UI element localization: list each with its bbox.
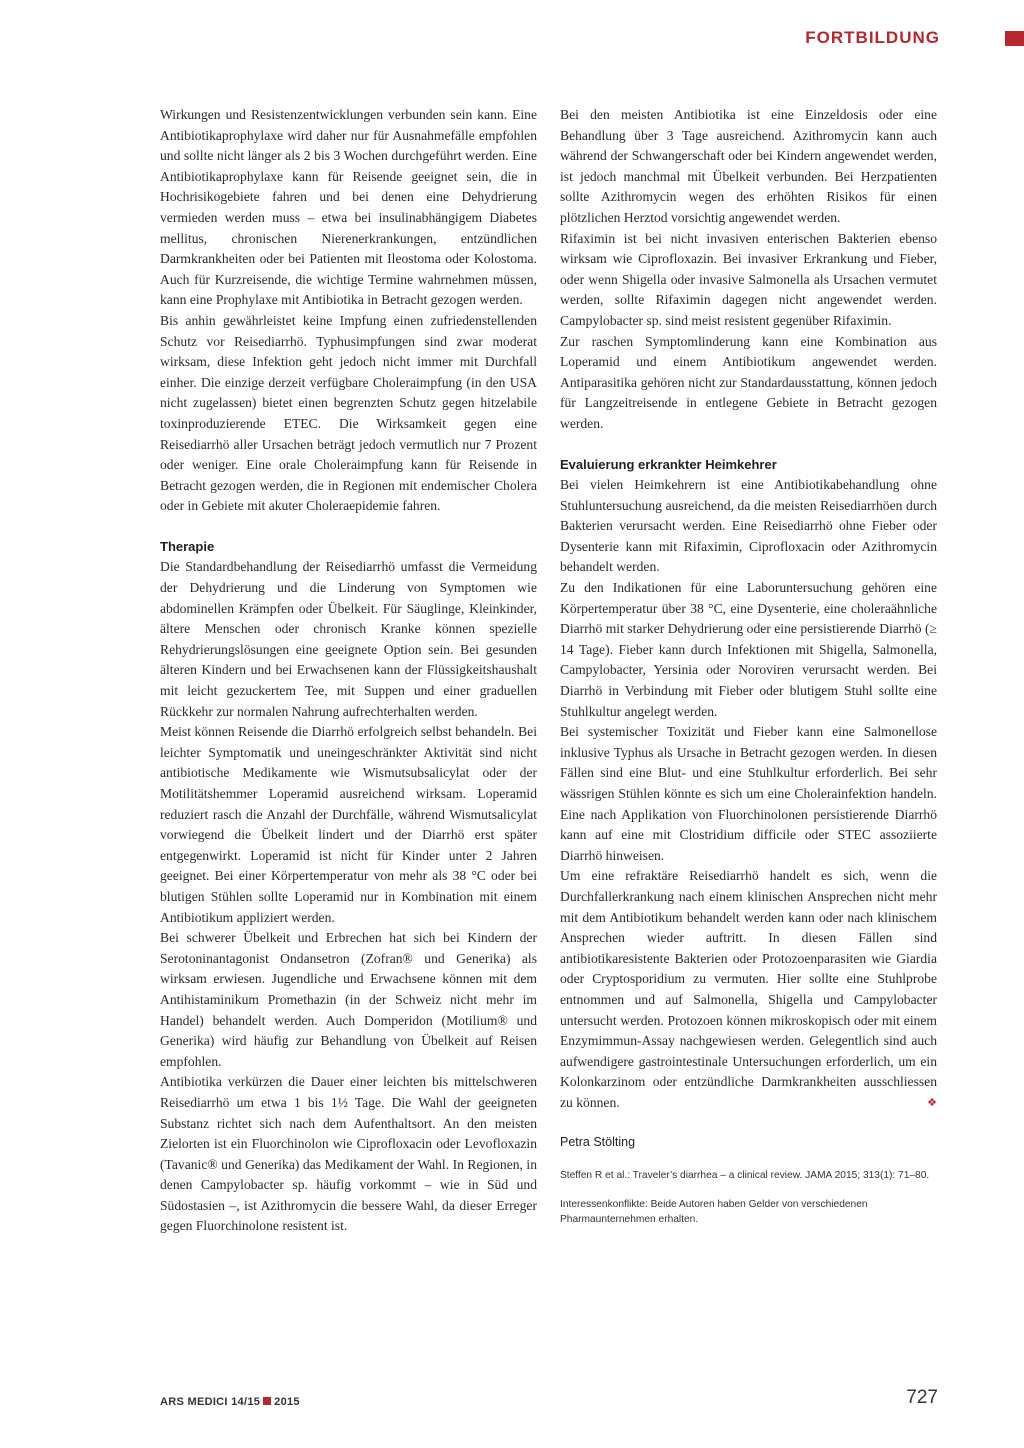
paragraph: Zu den Indikationen für eine Laboruntersuchung gehören eine Körpertemperatur über 38 °C, eine Dysenterie, eine choleraähnliche Diarrhö mit starker Dehydrierung oder eine persistierende Diarrhö (≥ 14 Tage). Fieber kann durch Infektionen mit Shigella, Salmonella, Campylobacter, Yersinia oder Noroviren verursacht werden. Bei Diarrhö in Verbindung mit Fieber oder blutigem Stuhl sollte eine Stuhlkultur angelegt werden. <box>560 580 937 719</box>
paragraph: Die Standardbehandlung der Reisediarrhö umfasst die Vermeidung der Dehydrierung und die Linderung von Symptomen wie abdominellen Krämpfen oder Übelkeit. Für Säuglinge, Kleinkinder, ältere Menschen oder chronisch Kranke können spezielle Rehydrierungslösungen eine geeignete Option sein. Bei gesunden älteren Kindern und bei Erwachsenen kann der Flüssigkeitshaushalt mit leicht gezuckertem Tee, mit Suppen und einer graduellen Rückkehr zur normalen Nahrung aufrechterhalten werden. <box>160 559 537 719</box>
section-heading-evaluierung: Evaluierung erkrankter Heimkehrer <box>560 456 777 472</box>
footer-journal <box>160 1396 300 1408</box>
paragraph: Bei den meisten Antibiotika ist eine Einzeldosis oder eine Behandlung über 3 Tage ausreichend. Azithromycin kann auch während der Schwangerschaft oder bei Kindern angewendet werden, ist jedoch manchmal mit Übelkeit verbunden. Bei Herzpatienten sollte Azithromycin wegen des erhöhten Risikos für einen plötzlichen Herztod vorsichtig angewendet werden. <box>560 107 937 225</box>
author-name: Petra Stölting <box>560 1134 636 1149</box>
paragraph: Bei vielen Heimkehrern ist eine Antibiotikabehandlung ohne Stuhluntersuchung ausreichend, da die meisten Reisediarrhöen durch Bakterien verursacht werden. Eine Reisediarrhö ohne Fieber oder Dysenterie kann mit Rifaximin, Ciprofloxacin oder Azithromycin behandelt werden. <box>560 477 937 575</box>
paragraph: Bei schwerer Übelkeit und Erbrechen hat sich bei Kindern der Serotoninantagonist Ondansetron (Zofran® und Generika) als wirksam erwiesen. Jugendliche und Erwachsene können mit dem Antihistaminikum Promethazin (in der Schweiz nicht mehr im Handel) behandelt werden. Auch Domperidon (Motilium® und Generika) wird häufig zur Behandlung von Übelkeit auf Reisen empfohlen. <box>160 930 537 1069</box>
paragraph: Zur raschen Symptomlinderung kann eine Kombination aus Loperamid und einem Antibiotikum angewendet werden. Antiparasitika gehören nicht zur Standardausstattung, können jedoch für Langzeitreisende in entlegene Gebiete in Betracht gezogen werden. <box>560 333 937 431</box>
section-color-marker <box>1005 31 1024 46</box>
paragraph: Rifaximin ist bei nicht invasiven enterischen Bakterien ebenso wirksam wie Ciprofloxazin. Bei invasiver Erkrankung und Fieber, oder wenn Shigella oder invasive Salmonella als Ursachen vermutet werden, sollte Rifaximin dagegen nicht angewendet werden. Campylobacter sp. sind meist resistent gegenüber Rifaximin. <box>560 230 937 328</box>
paragraph: Bei systemischer Toxizität und Fieber kann eine Salmonellose inklusive Typhus als Ursache in Betracht gezogen werden. In diesen Fällen sind eine Blut- und eine Stuhlkultur erforderlich. Bei sehr wässrigen Stühlen könnte es sich um eine Cholerainfektion handeln. Eine nach Applikation von Fluorchinolonen persistierende Diarrhö kann auf eine mit Clostridium difficile oder STEC assoziierte Diarrhö hinweisen. <box>560 724 937 863</box>
footer-square-marker <box>263 1397 271 1405</box>
paragraph <box>560 866 937 1113</box>
journal-issue: ARS MEDICI 14/15 <box>160 1396 261 1408</box>
conflict-of-interest: Interessenkonflikte: Beide Autoren haben Gelder von verschiedenen Pharmaunternehmen erhalten. <box>560 1199 868 1226</box>
section-heading-therapie: Therapie <box>160 538 215 554</box>
section-label: FORTBILDUNG <box>805 28 940 47</box>
paragraph: Antibiotika verkürzen die Dauer einer leichten bis mittelschweren Reisediarrhö um etwa 1 bis 1½ Tage. Die Wahl der geeigneten Substanz richtet sich nach dem Aufenthaltsort. An den meisten Zielorten ist ein Fluorchinolon wie Ciprofloxacin oder Levofloxazin (Tavanic® und Generika) das Medikament der Wahl. In Regionen, in denen Campylobacter sp. häufig vorkommt – wie in Süd und Südostasien –, ist Azithromycin die bessere Wahl, da dieser Erreger gegen Fluorchinolone resistent ist. <box>160 1074 537 1234</box>
paragraph-text: Um eine refraktäre Reisediarrhö handelt es sich, wenn die Durchfallerkrankung nach einem klinischen Ansprechen nicht mehr mit dem Antibiotikum behandelt werden kann oder nach klinischem Ansprechen wieder auftritt. In diesen Fällen sind antibiotikaresistente Bakterien oder Protozoenparasiten wie Giardia oder Cryptosporidium zu vermuten. Hier sollte eine Stuhlprobe entnommen und auf Salmonella, Shigella und Campylobacter untersucht werden. Protozoen können mikroskopisch oder mit einem Enzymimmun-Assay nachgewiesen werden. Gelegentlich sind auch aufwendigere gastrointestinale Untersuchungen erforderlich, um ein Kolonkarzinom oder entzündliche Darmkrankheiten ausschliessen zu können. <box>560 868 937 1110</box>
paragraph: Wirkungen und Resistenzentwicklungen verbunden sein kann. Eine Antibiotikaprophylaxe wird daher nur für Ausnahmefälle empfohlen und sollte nicht länger als 2 bis 3 Wochen durchgeführt werden. Eine Antibiotikaprophylaxe kann für Reisende geeignet sein, die in Hochrisikogebiete fahren und bei denen eine Dehydrierung vermieden werden muss – etwa bei insulinabhängigem Diabetes mellitus, chronischen Nierenerkrankungen, entzündlichen Darmkrankheiten oder bei Patienten mit Ileostoma oder Kolostoma. Auch für Kurzreisende, die wichtige Termine wahrnehmen müssen, kann eine Prophylaxe mit Antibiotika in Betracht gezogen werden. <box>160 107 537 308</box>
article-end-icon: ❖ <box>927 1096 937 1109</box>
paragraph: Meist können Reisende die Diarrhö erfolgreich selbst behandeln. Bei leichter Symptomatik und uneingeschränkter Aktivität sind nicht antibiotische Medikamente wie Wismutsubsalicylat oder der Motilitätshemmer Loperamid ausreichend wirksam. Loperamid reduziert rasch die Anzahl der Durchfälle, während Wismutsalicylat vorwiegend die Übelkeit lindert und der Diarrhö erst später entgegenwirkt. Loperamid ist nicht für Kinder unter 2 Jahren geeignet. Bei einer Körpertemperatur von mehr als 38 °C oder bei blutigen Stühlen sollte Loperamid nur in Kombination mit einem Antibiotikum appliziert werden. <box>160 724 537 925</box>
reference: Steffen R et al.: Traveler’s diarrhea – a clinical review. JAMA 2015; 313(1): 71–80. <box>560 1170 930 1182</box>
journal-year: 2015 <box>274 1396 300 1408</box>
page-number: 727 <box>906 1387 938 1408</box>
left-column <box>160 105 537 1237</box>
paragraph: Bis anhin gewährleistet keine Impfung einen zufriedenstellenden Schutz vor Reisediarrhö. Typhusimpfungen sind zwar moderat wirksam, diese Infektion geht jedoch nicht immer mit Durchfall einher. Die einzige derzeit verfügbare Choleraimpfung (in den USA nicht zugelassen) bietet einen begrenzten Schutz gegen hitzelabile toxinproduzierende ETEC. Die Wirksamkeit gegen eine Reisediarrhö aller Ursachen beträgt jedoch vermutlich nur 7 Prozent oder weniger. Eine orale Choleraimpfung kann für Reisende in Betracht gezogen werden, die in Regionen mit endemischer Cholera oder in Gebiete mit akuter Choleraepidemie fahren. <box>160 312 537 514</box>
right-column <box>560 105 937 1227</box>
